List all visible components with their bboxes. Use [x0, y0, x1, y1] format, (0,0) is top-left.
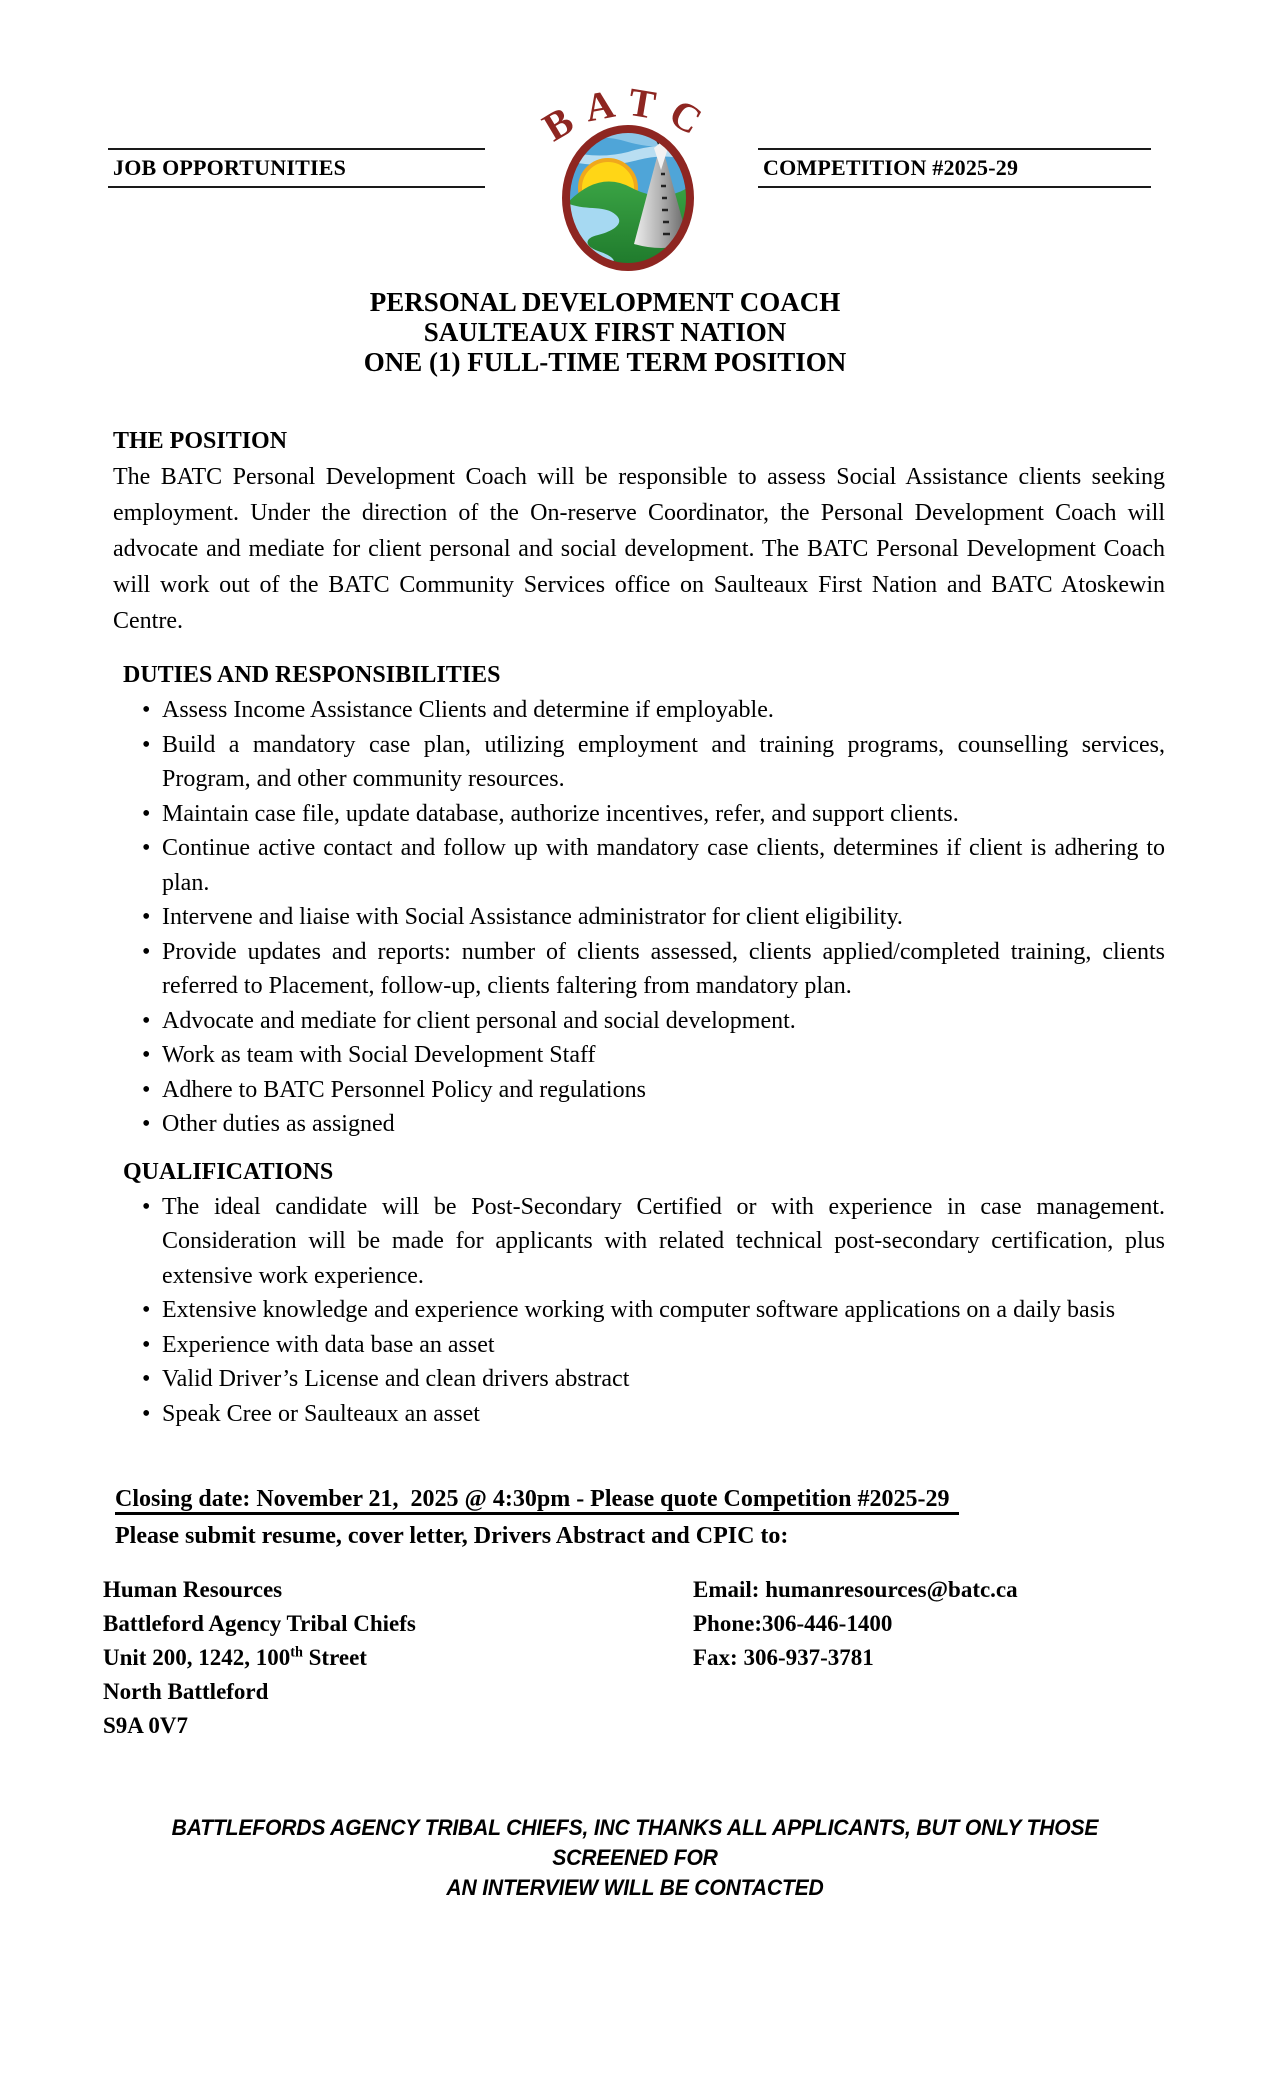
- duty-item: • Intervene and liaise with Social Assistance administrator for client eligibility.: [105, 900, 1165, 935]
- closing-info: [115, 1481, 1165, 1555]
- qualification-item: • Valid Driver’s License and clean drivers abstract: [105, 1362, 1165, 1397]
- section-the-position: [105, 423, 1165, 639]
- contact-department: Human Resources: [103, 1577, 283, 1602]
- qualifications-heading: QUALIFICATIONS: [123, 1158, 334, 1185]
- section-duties: [105, 657, 1165, 1142]
- footer-disclaimer-line2: AN INTERVIEW WILL BE CONTACTED: [446, 1875, 824, 1900]
- duty-item: • Work as team with Social Development Staff: [105, 1038, 1165, 1073]
- the-position-heading: THE POSITION: [113, 428, 288, 454]
- qualification-item: • The ideal candidate will be Post-Secondary Certified or with experience in case management. Consideration will be made for applicants with related technical post-secondary certification, plus extensive work experience.: [105, 1190, 1165, 1294]
- contact-comm-column: [693, 1573, 1018, 1743]
- posting-title-line2: SAULTEAUX FIRST NATION: [423, 317, 787, 347]
- ordinal-suffix: th: [290, 1644, 303, 1661]
- footer-disclaimer: [126, 1813, 1144, 1903]
- duty-item: • Provide updates and reports: number of clients assessed, clients applied/completed training, clients referred to Placement, follow-up, clients faltering from mandatory plan.: [105, 935, 1165, 1004]
- closing-date-text: Closing date: November 21, 2025 @ 4:30pm - Please quote Competition #2025-29: [115, 1486, 959, 1515]
- submit-instructions: Please submit resume, cover letter, Drivers Abstract and CPIC to:: [115, 1523, 789, 1549]
- competition-number-label: COMPETITION #2025-29: [758, 148, 1151, 188]
- logo-arched-text: BATC: [534, 78, 721, 150]
- duty-item: • Assess Income Assistance Clients and determine if employable.: [105, 693, 1165, 728]
- contact-address-column: [103, 1573, 693, 1743]
- batc-logo-graphic: [528, 52, 728, 274]
- position-description: The BATC Personal Development Coach will be responsible to assess Social Assistance clients seeking employment. Under the direction of the On-reserve Coordinator, the Personal Development Coach will advocate and mediate for client personal and social development. The BATC Personal Development Coach will work out of the BATC Community Services office on Saulteaux First Nation and BATC Atoskewin Centre.: [113, 464, 1165, 634]
- posting-title: [105, 287, 1105, 377]
- duties-heading: DUTIES AND RESPONSIBILITIES: [123, 662, 501, 688]
- contact-organization: Battleford Agency Tribal Chiefs: [103, 1611, 416, 1636]
- footer-disclaimer-line1: BATTLEFORDS AGENCY TRIBAL CHIEFS, INC THANKS ALL APPLICANTS, BUT ONLY THOSE SCREENED FOR: [171, 1815, 1099, 1870]
- duty-item: • Maintain case file, update database, authorize incentives, refer, and support clients.: [105, 797, 1165, 832]
- closing-date-line: [115, 1481, 1165, 1518]
- duty-item: • Other duties as assigned: [105, 1107, 1165, 1142]
- job-opportunities-label: JOB OPPORTUNITIES: [108, 148, 485, 188]
- qualifications-list: [105, 1190, 1165, 1432]
- qualification-item: • Speak Cree or Saulteaux an asset: [105, 1397, 1165, 1432]
- duty-item: • Continue active contact and follow up with mandatory case clients, determines if client is adhering to plan.: [105, 831, 1165, 900]
- contact-city: North Battleford: [103, 1679, 269, 1704]
- section-qualifications: [105, 1154, 1165, 1432]
- contact-fax: Fax: 306-937-3781: [693, 1645, 874, 1670]
- contact-phone: Phone:306-446-1400: [693, 1611, 893, 1636]
- duty-item: • Advocate and mediate for client personal and social development.: [105, 1004, 1165, 1039]
- duty-item: • Adhere to BATC Personnel Policy and regulations: [105, 1073, 1165, 1108]
- contact-postal-code: S9A 0V7: [103, 1713, 188, 1738]
- qualification-item: • Experience with data base an asset: [105, 1328, 1165, 1363]
- duties-list: [105, 693, 1165, 1142]
- posting-title-line3: ONE (1) FULL-TIME TERM POSITION: [363, 347, 847, 377]
- duty-item: • Build a mandatory case plan, utilizing employment and training programs, counselling services, Program, and other community resources.: [105, 728, 1165, 797]
- contact-block: [105, 1573, 1165, 1743]
- contact-street: Unit 200, 1242, 100th Street: [103, 1644, 367, 1670]
- qualification-item: • Extensive knowledge and experience working with computer software applications on a daily basis: [105, 1293, 1165, 1328]
- posting-title-line1: PERSONAL DEVELOPMENT COACH: [369, 287, 841, 317]
- contact-email: Email: humanresources@batc.ca: [693, 1577, 1018, 1602]
- document-header: [0, 0, 1275, 285]
- batc-logo: [528, 52, 728, 274]
